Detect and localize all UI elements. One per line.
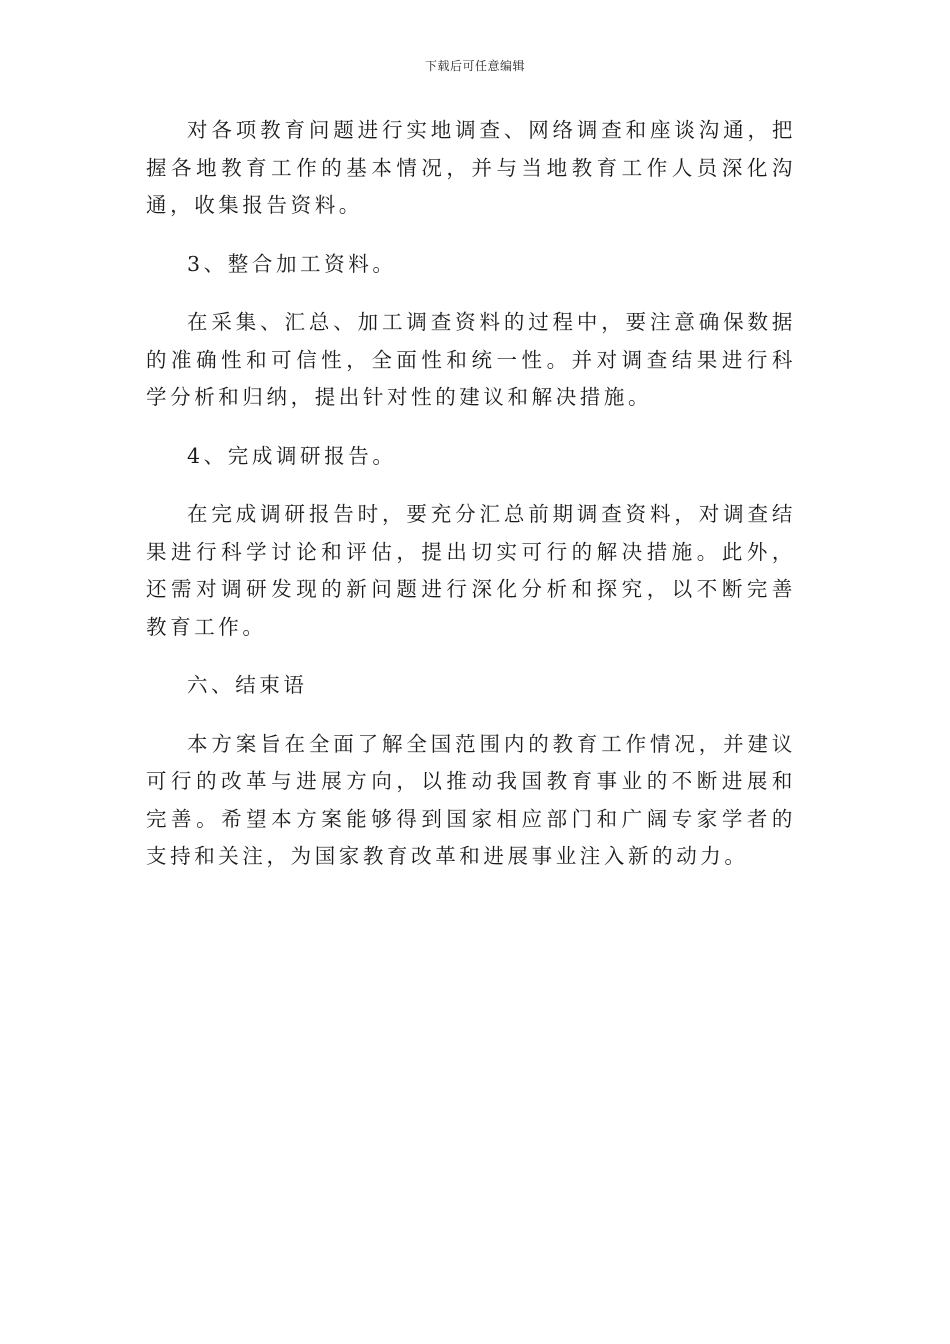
paragraph-conclusion: 本方案旨在全面了解全国范围内的教育工作情况，并建议可行的改革与进展方向，以推动我国教育事业的不断进展和完善。希望本方案能够得到国家相应部门和广阔专家学者的支持和关注，为国家教育改革和进展事业注入新的动力。 [146, 731, 796, 868]
section-heading-integrate-data: 3、整合加工资料。 [187, 251, 397, 276]
section-heading-conclusion: 六、结束语 [187, 673, 308, 697]
document-body [146, 112, 796, 897]
page-header-note: 下载后可任意编辑 [424, 59, 525, 73]
paragraph-integrate-data: 在采集、汇总、加工调查资料的过程中，要注意确保数据的准确性和可信性，全面性和统一性。并对调查结果进行科学分析和归纳，提出针对性的建议和解决措施。 [146, 310, 796, 409]
paragraph-survey-methods: 对各项教育问题进行实地调查、网络调查和座谈沟通，把握各地教育工作的基本情况，并与当地教育工作人员深化沟通，收集报告资料。 [146, 118, 796, 217]
paragraph-complete-report: 在完成调研报告时，要充分汇总前期调查资料，对调查结果进行科学讨论和评估，提出切实可行的解决措施。此外，还需对调研发现的新问题进行深化分析和探究，以不断完善教育工作。 [146, 502, 796, 639]
section-heading-complete-report: 4、完成调研报告。 [187, 443, 397, 468]
